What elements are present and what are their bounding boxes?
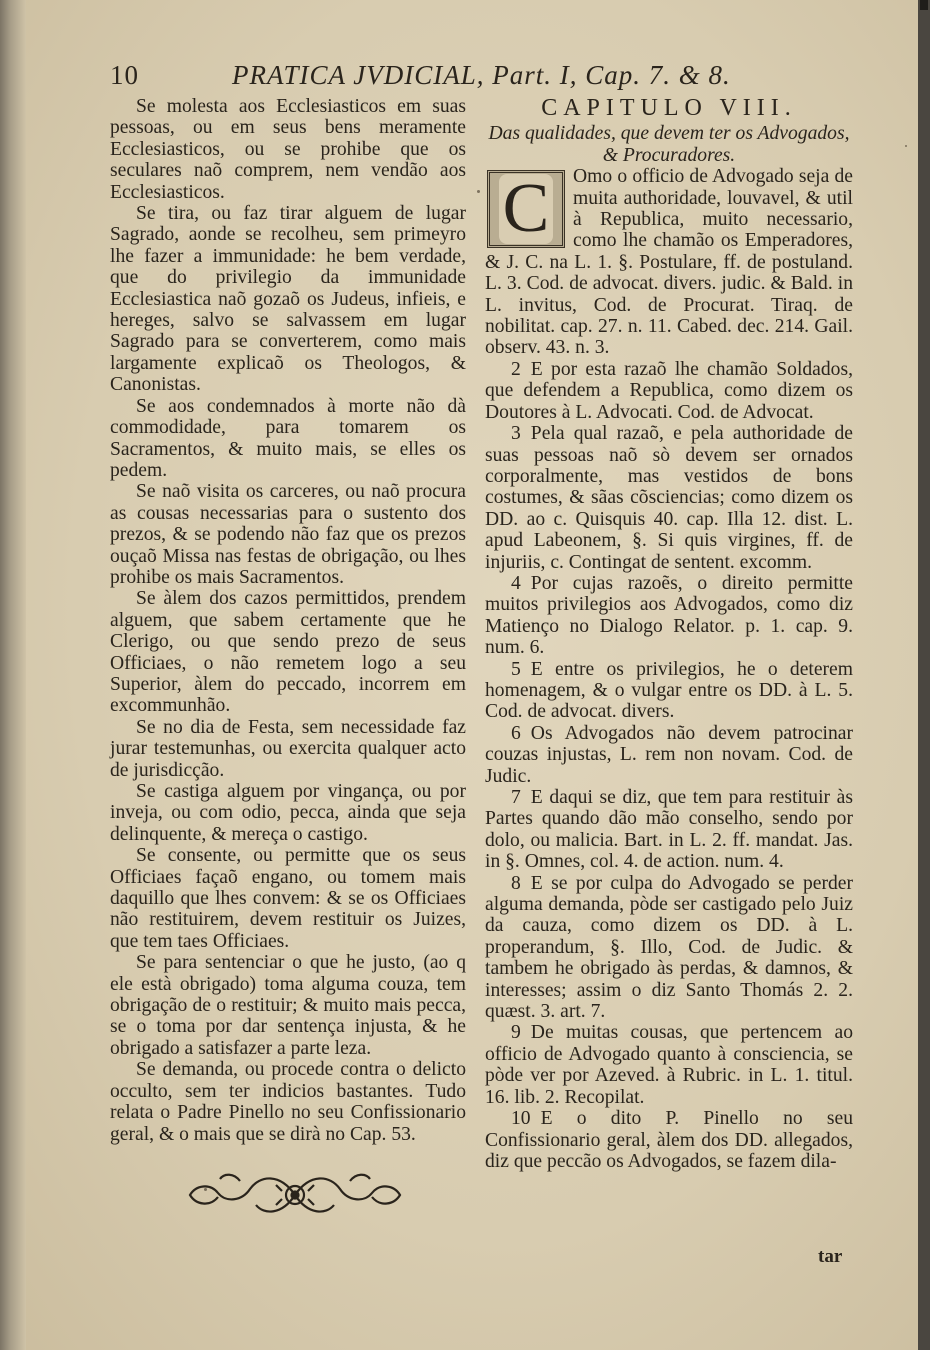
numbered-item [485,1022,853,1108]
numbered-item [485,423,853,573]
paragraph: Se castiga alguem por vingança, ou por inveja, ou com odio, pecca, ainda que seja delinquente, & mereça o castigo. [110,781,466,845]
page-number: 10 [110,60,139,90]
page-edge-shadow [918,0,930,1350]
paragraph: Se para sentenciar o que he justo, (ao q ele està obrigado) toma alguma couza, tem obrigação de o restituir; & muito mais pecca, se o toma por dar sentença injusta, & he obrigado a satisfazer a parte leza. [110,952,466,1059]
paragraph: Se tira, ou faz tirar alguem de lugar Sagrado, aonde se recolheu, sem primeyro lhe fazer a immunidade: he bem verdade, que do privilegio da immunidade Ecclesiastica naõ gozaõ os Judeus, infieis, e hereges, salvo se salvassem em lugar Sagrado para se converterem, como mais largamente explicaõ os Theologos, & Canonistas. [110,203,466,396]
paragraph: Se consente, ou permitte que os seus Officiaes façaõ engano, ou tomem mais daquillo que lhes convem: & se os Officiaes não restituirem, devem restituir os Juizes, que tem taes Officiaes. [110,845,466,952]
numbered-item [485,659,853,723]
paragraph: Se molesta aos Ecclesiasticos em suas pessoas, ou em seus bens meramente Ecclesiasticos, ou se prohibe que os seculares naõ comprem, nem vendão aos Ecclesiasticos. [110,96,466,203]
drop-cap-letter: C [499,174,554,244]
scan-marker [920,0,928,10]
numbered-item [485,787,853,873]
item-number: 9 [511,1022,521,1044]
item-text: E daqui se diz, que tem para restituir às Partes quando dão mão conselho, sendo por dolo, ou malicia. Bart. in L. 2. ff. mandat. Jas. in §. Omnes, col. 4. de action. num. 4. [485,787,853,873]
item-text: Por cujas razoẽs, o direito permitte muitos privilegios aos Advogados, como diz Matienço no Dialogo Relator. p. 1. cap. 9. num. 6. [485,572,853,659]
paragraph: Se àlem dos cazos permittidos, prendem alguem, que sabem certamente que he Clerigo, ou que sendo prezo de seus Officiaes, o não remetem logo a seu Superior, àlem do peccado, incorrem em excommunhão. [110,588,466,717]
item-text: De muitas cousas, que pertencem ao officio de Advogado quanto à consciencia, se pòde ver por Azeved. à Rubric. in L. 1. titul. 16. lib. 2. Recopilat. [485,1022,853,1108]
item-number: 4 [511,572,521,594]
item-number: 6 [511,722,521,744]
running-title: PRATICA JVDICIAL, Part. I, Cap. 7. & 8. [232,60,731,90]
catchword: tar [818,1246,843,1267]
paragraph: Se naõ visita os carceres, ou naõ procura as cousas necessarias para o sustento dos prezos, & se podendo não faz que os prezos ouçaõ Missa nas festas de obrigação, ou lhes prohibe os mais Sacramentos. [110,481,466,588]
numbered-item [485,1108,853,1172]
numbered-item [485,359,853,423]
numbered-item [485,873,853,1023]
item-number: 10 [511,1108,531,1130]
chapter-heading: CAPITULO VIII. [541,95,797,121]
item-number: 7 [511,787,521,808]
paragraph: Se demanda, ou procede contra o delicto occulto, sem ter indicios bastantes. Tudo relata o Padre Pinello no seu Confissionario geral, & o mais que se dirà no Cap. 53. [110,1059,466,1145]
item-text: E entre os privilegios, he o deterem homenagem, & o vulgar entre os DD. à L. 5. Cod. de advocat. divers. [485,658,853,723]
ink-speck [905,145,907,147]
item-number: 5 [511,658,521,680]
chapter-subtitle: Das qualidades, que devem ter os Advogados, & Procuradores. [488,123,850,166]
binding-gutter [0,0,26,1350]
item-number: 8 [511,872,521,894]
ink-speck [477,190,480,193]
item-number: 2 [511,358,521,380]
intro-text: Omo o officio de Advogado seja de muita authoridade, louvavel, & util à Republica, muito necessario, como lhe chamão os Emperadores, & J. C. na L. 1. §. Postulare, ff. de postuland. L. 3. Cod. de advocat. divers. judic. & Bald. in L. invitus, Cod. de Procurat. Tiraq. de nobilitat. cap. 27. n. 11. Cabed. dec. 214. Gail. observ. 43. n. 3. [485,166,853,359]
page-header [110,60,870,96]
paragraph: Se no dia de Festa, sem necessidade faz jurar testemunhas, ou exercita qualquer acto de jurisdicção. [110,716,466,781]
item-text: E o dito P. Pinello no seu Confissionario geral, àlem dos DD. allegados, diz que peccão os Advogados, se fazem dila- [485,1108,853,1172]
item-number: 3 [511,423,521,445]
paragraph: Se aos condemnados à morte não dà commodidade, para tomarem os Sacramentos, & muito mais, se elles os pedem. [110,395,466,481]
ink-speck [204,1188,207,1191]
tailpiece-ornament-icon [180,1167,410,1223]
left-column [110,96,466,1223]
chapter-intro [485,166,853,359]
right-column [485,96,853,1172]
numbered-item [485,723,853,787]
item-text: E se por culpa do Advogado se perder alguma demanda, pòde ser castigado pelo Juiz da cauza, como dizem os DD. à L. properandum, §. Illo, Cod. de Judic. & tambem he obrigado às perdas, & damnos, & interesses; assim o diz Santo Thomás 2. 2. quæst. 3. art. 7. [485,872,853,1023]
drop-cap [487,170,565,248]
item-text: Pela qual razaõ, e pela authoridade de suas pessoas naõ sò devem ser ornados corporalmente, mas vestidos de bons costumes, & sãas cõsciencias; como dizem os DD. ao c. Quisquis 40. cap. Illa 12. dist. L. apud Labeonem, §. Si quis virgines, ff. de injuriis, c. Contingat de sentent. excomm. [485,423,853,573]
item-text: E por esta razaõ lhe chamão Soldados, que defendem a Republica, como dizem os Doutores à L. Advocati. Cod. de Advocat. [485,358,853,423]
item-text: Os Advogados não devem patrocinar couzas injustas, L. rem non novam. Cod. de Judic. [485,722,853,787]
numbered-item [485,573,853,659]
